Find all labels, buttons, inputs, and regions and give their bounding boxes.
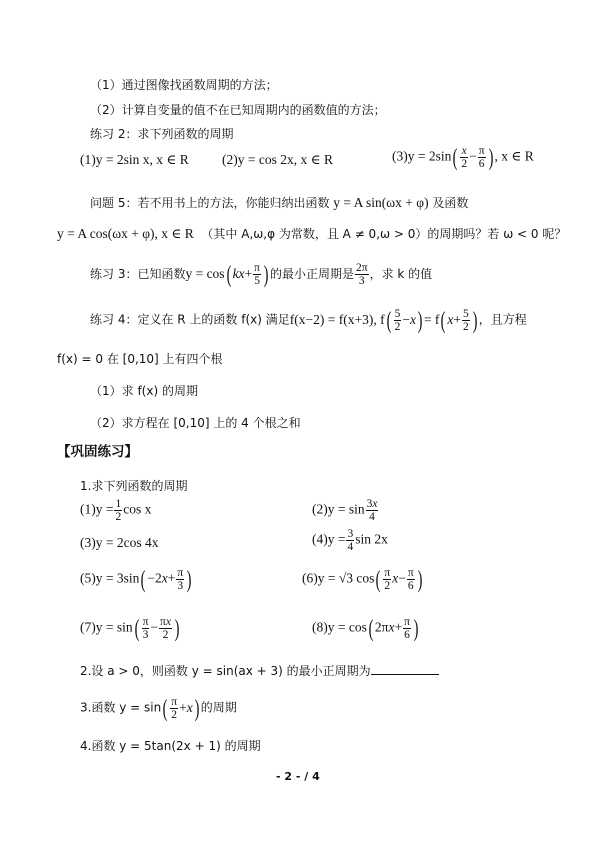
practice-item-8: (8)y = cos( 2πx+ $\frac{\pi}{6}$ ) — [312, 615, 419, 642]
question-5-line-2: y = A cos(ωx + φ), x ∈ R （其中 A,ω,φ 为常数，且 A ≠ 0,ω > 0）的周期吗？若 ω < 0 呢？ — [57, 226, 567, 241]
question-5-line-1: 问题 5：若不用书上的方法，你能归纳出函数 y = A sin(ωx + φ) 及函数 — [90, 195, 469, 210]
method-1: （1）通过图像找函数周期的方法； — [90, 78, 278, 92]
practice-4: 4.函数 y = 5tan(2x + 1) 的周期 — [80, 739, 261, 753]
exercise-2-func-1: (1)y = 2sin x, x ∈ R — [80, 152, 189, 167]
exercise-4-question-1: （1）求 f(x) 的周期 — [90, 384, 198, 398]
practice-item-7: (7)y = sin( $\frac{\pi}{3}$ − $\frac{\pi x}{2}$ ) — [80, 615, 180, 642]
practice-item-3: (3)y = 2cos 4x — [80, 535, 159, 550]
exercise-4-line-2: f(x) = 0 在 [0,10] 上有四个根 — [57, 352, 223, 366]
exercise-3: 练习 3：已知函数y = cos( kx+ $\frac{\pi}{5}$ ) 的最小正周期是 $\frac{2\pi}{3}$ ，求 k 的值 — [90, 261, 433, 288]
exercise-4-question-2: （2）求方程在 [0,10] 上的 4 个根之和 — [90, 416, 301, 430]
exercise-2-func-3: (3)y = 2sin( $\frac{x}{2}$ − $\frac{\pi}{6}$ ) , x ∈ R — [392, 144, 534, 171]
practice-item-4: (4)y = $\frac{3}{4}$ sin 2x — [312, 528, 388, 554]
exercise-2-func-2: (2)y = cos 2x, x ∈ R — [222, 152, 333, 167]
exercise-4-line-1: 练习 4：定义在 R 上的函数 f(x) 满足f(x−2) = f(x+3), f( $\frac{5}{2}$ −x) = f( x+ $\frac{5}{2}$ ) ，且方程 — [90, 307, 527, 334]
page-number: - 2 - / 4 — [276, 770, 320, 783]
practice-item-6: (6)y = √3 cos( $\frac{\pi}{2}$ x− $\frac{\pi}{6}$ ) — [302, 566, 423, 593]
exercise-2-heading: 练习 2：求下列函数的周期 — [90, 127, 234, 141]
answer-blank[interactable] — [371, 662, 439, 675]
practice-2: 2.设 a > 0，则函数 y = sin(ax + 3) 的最小正周期为 — [80, 662, 439, 677]
practice-item-1: (1)y = $\frac{1}{2}$ cos x — [80, 498, 152, 524]
method-2: （2）计算自变量的值不在已知周期内的函数值的方法； — [90, 103, 386, 117]
practice-1-heading: 1.求下列函数的周期 — [80, 479, 188, 493]
practice-item-2: (2)y = sin $\frac{3x}{4}$ — [312, 498, 378, 524]
section-title: 【巩固练习】 — [57, 444, 138, 460]
practice-3: 3.函数 y = sin( $\frac{\pi}{2}$ +x) 的周期 — [80, 695, 237, 722]
practice-item-5: (5)y = 3sin( −2x+ $\frac{\pi}{3}$ ) — [80, 566, 192, 593]
